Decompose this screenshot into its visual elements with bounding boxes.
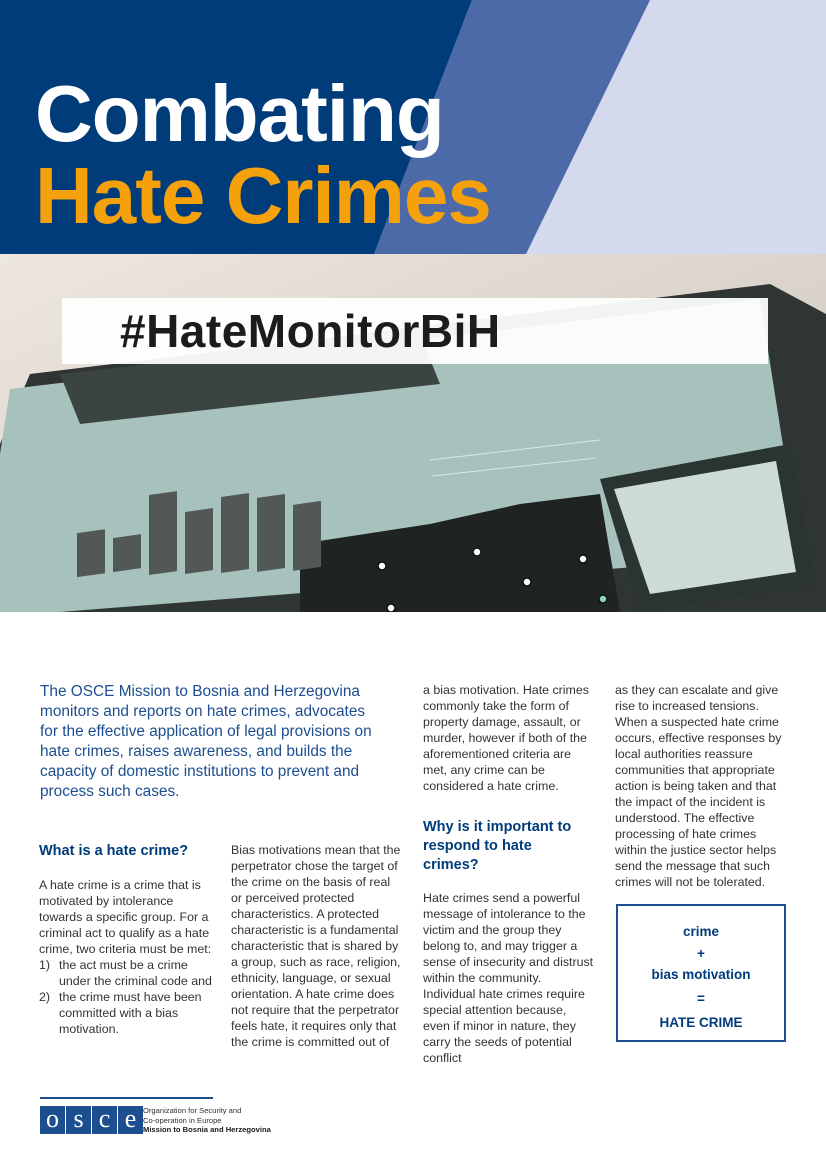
why-paragraph: Hate crimes send a powerful message of intolerance to the victim and the group they belong to, and may trigger a sense of insecurity and distrust within the community. Individual hate crimes require special attention because, even if minor in nature, they carry the seeds of potential conflict xyxy=(423,891,594,1065)
formula-crime: crime xyxy=(682,924,720,939)
org-line-3: Mission to Bosnia and Herzegovina xyxy=(143,1125,271,1134)
logo-letter: o xyxy=(40,1106,65,1134)
column-3-continuation xyxy=(423,682,595,794)
column-2-body xyxy=(231,842,403,1050)
logo-letter: e xyxy=(118,1106,143,1134)
criteria-number: 1) xyxy=(39,958,51,972)
criteria-item xyxy=(39,957,217,989)
osce-logo xyxy=(40,1106,144,1134)
criteria-text: the crime must have been committed with a bias motivation. xyxy=(59,990,202,1036)
title-line-2: Hate Crimes xyxy=(35,151,491,240)
criteria-number: 2) xyxy=(39,990,51,1004)
column-4-body xyxy=(615,682,785,890)
organization-name xyxy=(143,1106,271,1135)
bias-motivation-paragraph: Bias motivations mean that the perpetrator chose the target of the crime on the basis of real or perceived protected characteristics. A protected characteristic is a fundamental characteristic that is shared by a group, such as race, religion, ethnicity, language, or sexual orientation. A hate crime does not require that the perpetrator feels hate, it requires only that the crime is committed out of xyxy=(231,843,401,1049)
definition-paragraph: A hate crime is a crime that is motivated by intolerance towards a specific group. For a criminal act to qualify as a hate crime, two criteria must be met: xyxy=(39,878,212,956)
logo-letter: c xyxy=(92,1106,117,1134)
footer-divider xyxy=(40,1097,213,1099)
criteria-list xyxy=(39,957,217,1037)
hate-crime-formula-box xyxy=(616,904,786,1042)
criteria-item xyxy=(39,989,217,1037)
escalation-paragraph: as they can escalate and give rise to increased tensions. When a suspected hate crime occurs, effective responses by local authorities reassure communities that appropriate action is being taken and that the impact of the incident is understood. The effective processing of hate crimes within the justice sector helps send the message that such crimes will not be tolerated. xyxy=(615,683,782,889)
formula-bias: bias motivation xyxy=(651,967,751,982)
formula-result: HATE CRIME xyxy=(659,1015,743,1030)
logo-letter: s xyxy=(66,1106,91,1134)
title-line-1: Combating xyxy=(35,69,444,158)
header-banner xyxy=(0,0,826,254)
org-line-1: Organization for Security and xyxy=(143,1106,242,1115)
intro-paragraph: The OSCE Mission to Bosnia and Herzegovina monitors and reports on hate crimes, advocates for the effective application of legal provisions on hate crimes, raises awareness, and builds the capacity of domestic institutions to prevent and process such cases. xyxy=(40,683,372,800)
heading-why-important: Why is it important to respond to hate crimes? xyxy=(423,819,572,873)
hashtag-text: #HateMonitorBiH xyxy=(120,305,501,357)
continuation-paragraph: a bias motivation. Hate crimes commonly take the form of property damage, assault, or murder, however if both of the aforementioned criteria are met, any crime can be considered a hate crime. xyxy=(423,683,589,793)
formula-equals: = xyxy=(697,991,705,1006)
column-1-body xyxy=(39,877,217,1037)
criteria-text: the act must be a crime under the criminal code and xyxy=(59,958,212,988)
heading-what-is-hate-crime: What is a hate crime? xyxy=(39,843,189,859)
column-3-body xyxy=(423,890,595,1066)
formula-plus: + xyxy=(697,946,705,961)
org-line-2: Co-operation in Europe xyxy=(143,1115,222,1125)
